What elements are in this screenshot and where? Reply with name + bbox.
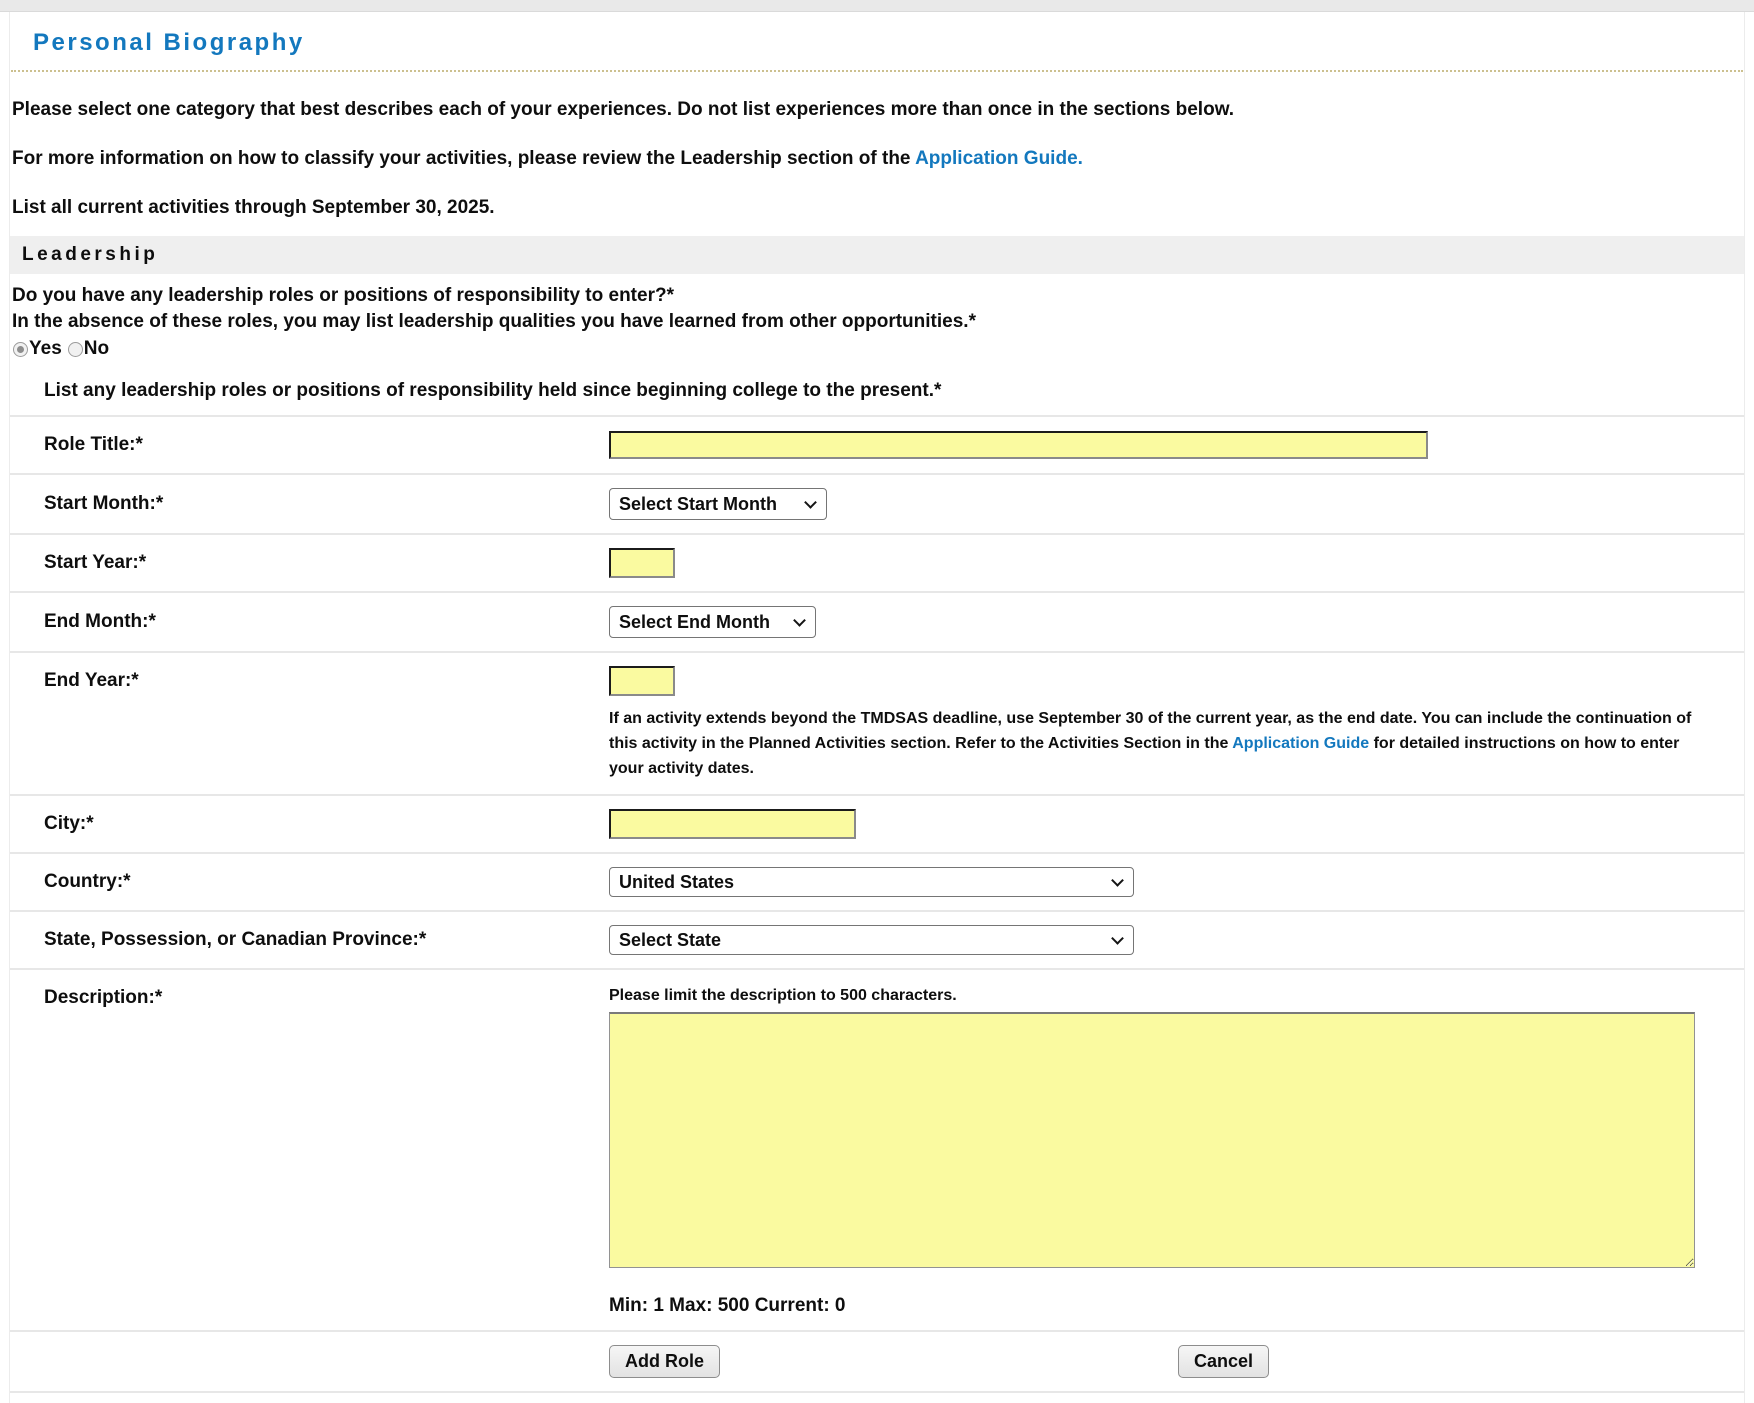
role-title-input[interactable] xyxy=(609,431,1428,459)
application-guide-link-note[interactable]: Application Guide xyxy=(1232,735,1370,752)
description-textarea[interactable] xyxy=(609,1012,1695,1268)
application-guide-link[interactable]: Application Guide. xyxy=(915,148,1083,169)
add-role-button[interactable]: Add Role xyxy=(609,1345,720,1378)
title-divider xyxy=(11,70,1743,72)
state-label: State, Possession, or Canadian Province:* xyxy=(44,929,427,950)
city-label: City:* xyxy=(44,813,94,834)
end-year-note-text-2: for detailed instructions on how to enter your activity dates. xyxy=(609,735,1680,777)
intro-paragraph-3: List all current activities through September 30, 2025. xyxy=(12,197,495,218)
yes-radio[interactable] xyxy=(13,342,28,357)
leadership-question-line-1: Do you have any leadership roles or positions of responsibility to enter?* xyxy=(12,285,674,306)
start-month-label: Start Month:* xyxy=(44,493,164,514)
no-radio-label: No xyxy=(83,338,110,359)
leadership-question-line-2: In the absence of these roles, you may list leadership qualities you have learned from other opportunities.* xyxy=(12,311,976,332)
list-roles-instruction: List any leadership roles or positions of responsibility held since beginning college to the present.* xyxy=(44,380,942,401)
form-row-end-month xyxy=(10,591,1744,651)
start-month-select[interactable] xyxy=(609,488,827,520)
end-year-note-text-1: If an activity extends beyond the TMDSAS deadline, use September 30 of the current year, as the end date. You can include the continuation of this activity in the Planned Activities section. Refer to the Activities Section in the xyxy=(609,710,1692,752)
form-row-end-year xyxy=(10,651,1744,794)
page-title: Personal Biography xyxy=(33,29,305,56)
start-year-input[interactable] xyxy=(609,548,675,578)
end-month-select[interactable] xyxy=(609,606,816,638)
form-row-state xyxy=(10,910,1744,968)
cancel-button[interactable]: Cancel xyxy=(1178,1345,1269,1378)
country-label: Country:* xyxy=(44,871,131,892)
form-row-buttons xyxy=(10,1330,1744,1391)
form-row-country xyxy=(10,852,1744,910)
intro-paragraph-1: Please select one category that best describes each of your experiences. Do not list experiences more than once in the sections below. xyxy=(12,99,1235,120)
no-radio[interactable] xyxy=(68,342,83,357)
form-row-start-year xyxy=(10,533,1744,591)
personal-biography-page xyxy=(9,12,1745,1403)
state-select[interactable] xyxy=(609,925,1134,955)
char-counter: Min: 1 Max: 500 Current: 0 xyxy=(609,1295,846,1316)
description-label: Description:* xyxy=(44,987,163,1008)
role-title-label: Role Title:* xyxy=(44,434,143,455)
form-row-role-title xyxy=(10,415,1744,473)
city-input[interactable] xyxy=(609,809,856,839)
start-year-label: Start Year:* xyxy=(44,552,147,573)
end-year-deadline-note xyxy=(609,706,1694,781)
leadership-yes-no-radio-group xyxy=(10,338,1744,360)
form-row-city xyxy=(10,794,1744,852)
intro-2-text: For more information on how to classify your activities, please review the Leadership section of the xyxy=(12,148,916,169)
leadership-section-header: Leadership xyxy=(10,236,1744,274)
end-month-label: End Month:* xyxy=(44,611,156,632)
intro-paragraph-2 xyxy=(10,147,1744,170)
top-border-strip xyxy=(0,0,1754,12)
yes-radio-label: Yes xyxy=(29,338,62,359)
country-select[interactable] xyxy=(609,867,1134,897)
description-char-limit-hint: Please limit the description to 500 characters. xyxy=(609,987,957,1004)
form-bottom-divider xyxy=(10,1391,1744,1393)
end-year-label: End Year:* xyxy=(44,670,139,691)
end-year-input[interactable] xyxy=(609,666,675,696)
form-row-start-month xyxy=(10,473,1744,533)
form-row-description xyxy=(10,968,1744,1330)
